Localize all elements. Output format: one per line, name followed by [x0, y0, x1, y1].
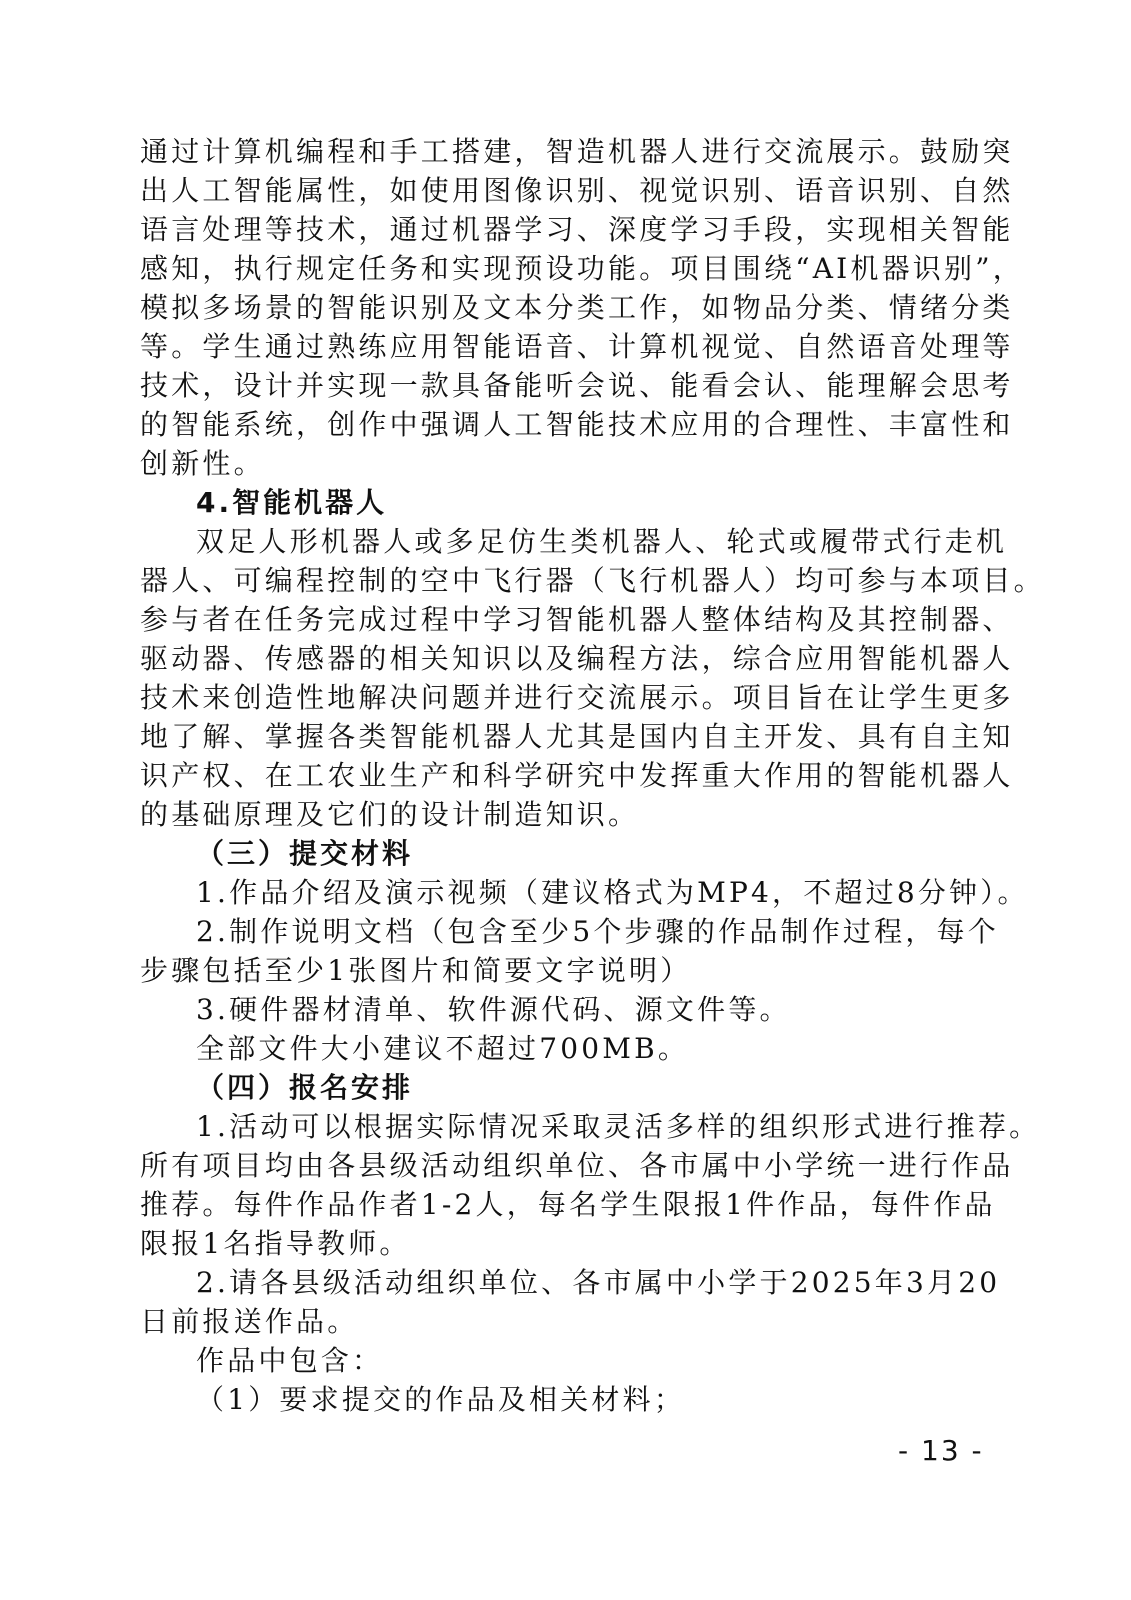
paragraph-line: 所有项目均由各县级活动组织单位、各市属中小学统一进行作品	[140, 1149, 1014, 1182]
paragraph-line: 作品中包含：	[196, 1344, 384, 1377]
paragraph-line: 创新性。	[140, 447, 265, 480]
paragraph-line: 全部文件大小建议不超过700MB。	[196, 1032, 690, 1065]
paragraph-line: 日前报送作品。	[140, 1305, 359, 1338]
list-item: 2.制作说明文档（包含至少5个步骤的作品制作过程，每个	[196, 915, 999, 948]
paragraph-line: 限报1名指导教师。	[140, 1227, 411, 1260]
list-item: 2.请各县级活动组织单位、各市属中小学于2025年3月20	[196, 1266, 1001, 1299]
section-heading-smart-robot: 4.智能机器人	[196, 486, 388, 519]
section-heading-registration: （四）报名安排	[196, 1071, 414, 1104]
paragraph-line: 模拟多场景的智能识别及文本分类工作，如物品分类、情绪分类	[140, 291, 1014, 324]
paragraph-line: 参与者在任务完成过程中学习智能机器人整体结构及其控制器、	[140, 603, 1014, 636]
document-body	[140, 132, 1045, 1419]
paragraph-line: 通过计算机编程和手工搭建，智造机器人进行交流展示。鼓励突	[140, 135, 1014, 168]
paragraph-line: 的智能系统，创作中强调人工智能技术应用的合理性、丰富性和	[140, 408, 1014, 441]
paragraph-line: 技术来创造性地解决问题并进行交流展示。项目旨在让学生更多	[140, 681, 1014, 714]
paragraph-line: 技术，设计并实现一款具备能听会说、能看会认、能理解会思考	[140, 369, 1014, 402]
paragraph-line: 语言处理等技术，通过机器学习、深度学习手段，实现相关智能	[140, 213, 1014, 246]
list-item: 1.作品介绍及演示视频（建议格式为MP4，不超过8分钟）。	[196, 876, 1029, 909]
paragraph-line: 识产权、在工农业生产和科学研究中发挥重大作用的智能机器人	[140, 759, 1014, 792]
list-item: 1.活动可以根据实际情况采取灵活多样的组织形式进行推荐。	[196, 1110, 1041, 1143]
section-heading-submission-materials: （三）提交材料	[196, 837, 414, 870]
paragraph-line: 步骤包括至少1张图片和简要文字说明）	[140, 954, 692, 987]
paragraph-line: 器人、可编程控制的空中飞行器（飞行机器人）均可参与本项目。	[140, 564, 1045, 597]
paragraph-line: 感知，执行规定任务和实现预设功能。项目围绕“AI机器识别”，	[140, 252, 1024, 285]
paragraph-line: 驱动器、传感器的相关知识以及编程方法，综合应用智能机器人	[140, 642, 1014, 675]
paragraph-line: 的基础原理及它们的设计制造知识。	[140, 798, 640, 831]
paragraph-line: 出人工智能属性，如使用图像识别、视觉识别、语音识别、自然	[140, 174, 1014, 207]
paragraph-line: 推荐。每件作品作者1-2人，每名学生限报1件作品，每件作品	[140, 1188, 996, 1221]
list-item: （1）要求提交的作品及相关材料；	[196, 1383, 686, 1416]
paragraph-line: 双足人形机器人或多足仿生类机器人、轮式或履带式行走机	[196, 525, 1008, 558]
list-item: 3.硬件器材清单、软件源代码、源文件等。	[196, 993, 791, 1026]
page-number: - 13 -	[898, 1434, 984, 1467]
paragraph-line: 地了解、掌握各类智能机器人尤其是国内自主开发、具有自主知	[140, 720, 1014, 753]
paragraph-line: 等。学生通过熟练应用智能语音、计算机视觉、自然语音处理等	[140, 330, 1014, 363]
